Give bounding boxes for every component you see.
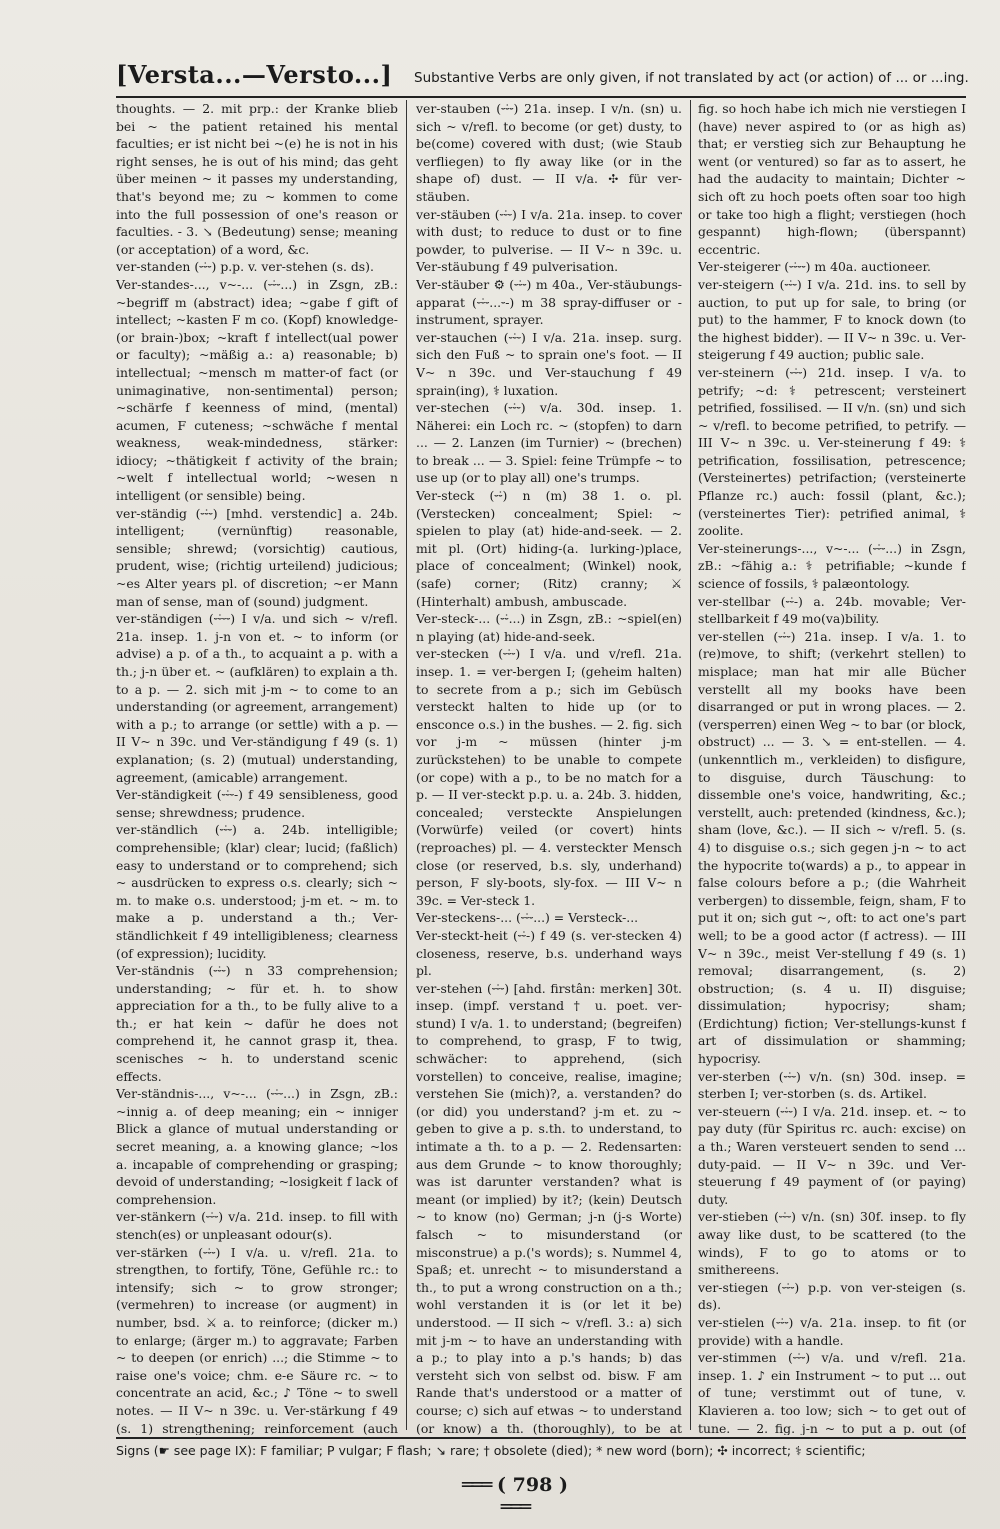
- entry: Ver-steckens-... (⏑⏑̇⏑...) = Versteck-...: [416, 910, 639, 926]
- entry: ver-stecken (⏑⏑̇⏑) I v/a. und v/refl. 21a. insep. 1. = ver-bergen I; (geheim halten) to secrete from a p.; sich im Gebüsch versteckt halten to hide up (or to ensconce o.s.) in the bushes. — 2. fig. sich vor j-m ~ müssen (hinter j-m zurückstehen) to be unable to compete (or cope) with a p., to be no match for a p. — II ver-steckt p.p. u. a. 24b. 3. hidden, concealed; versteckte Anspielungen (Vorwürfe) veiled (or covert) hints (reproaches) pl. — 4. versteckter Mensch close (or reserved, b.s. sly, underhand) person, F sly-boots, sly-fox. — III V~ n 39c. = Ver-steck 1.: [416, 646, 682, 908]
- column-divider: [690, 100, 691, 1430]
- entry: Ver-ständnis-..., v~-... (⏑⏑̇⏑...) in Zsgn, zB.: ~innig a. of deep meaning; ein ~ inniger Blick a glance of mutual understanding or secret meaning, a. a knowing glance; ~los a. incapable of comprehending or grasping; devoid of understanding; ~losigkeit f lack of comprehension.: [116, 1086, 398, 1207]
- page-number: 798: [512, 1474, 553, 1496]
- entry: ver-ständigen (⏑⏑̇⏑⏑) I v/a. und sich ~ v/refl. 21a. insep. 1. j-n von et. ~ to inform (or advise) a p. of a th., to acquaint a p. with a th.; j-n über et. ~ (aufklären) to explain a th. to a p. — 2. sich mit j-m ~ to come to an understanding (or agreement, arrangement) with a p.; to arrange (or settle) with a p. — II V~ n 39c. und Ver-ständigung f 49 (s. 1) explanation; (s. 2) (mutual) understanding, agreement, (amicable) arrangement.: [116, 611, 398, 785]
- entry: ver-stauchen (⏑⏑̇⏑) I v/a. 21a. insep. surg. sich den Fuß ~ to sprain one's foot. — II V~ n 39c. und Ver-stauchung f 49 sprain(ing), ⚕ luxation.: [416, 329, 682, 398]
- entry: ver-stehen (⏑⏑̇⏑) [ahd. firstân: merken] 30t. insep. (impf. verstand † u. poet. ver-stund) I v/a. 1. to understand; (begreifen) to comprehend, to grasp, F to twig, schwächer: to apprehend, (sich vorstellen) to conceive, realise, imagine; verstehen Sie (mich)?, a. verstanden? do (or did) you understand? j-m et. zu ~ geben to give a p. s.th. to understand, to intimate a th. to a p. — 2. Redensarten: aus dem Grunde ~ to know thoroughly; was ist darunter verstanden? what is meant (or implied) by it?; (kein) Deutsch ~ to know (no) German; j-n (j-s Worte) falsch ~ to misunderstand (or misconstrue) a p.('s words); s. Nummel 4, Spaß; et. unrecht ~ to misunderstand a th., to put a wrong construction on a th.; wohl verstanden it is (or let it be) understood. — II sich ~ v/refl. 3.: a) sich mit j-m ~ to have an understanding with a p.; to play into a p.'s hands; b) das versteht sich von selbst od. bisw. F am Rande that's understood or a matter of course; c) sich auf etwas ~ to understand (or know) a th. (thoroughly), to be at: [416, 980, 682, 1435]
- paren-open: (: [497, 1474, 507, 1496]
- column-3: [698, 100, 966, 1435]
- entry: ver-stänkern (⏑⏑̇⏑) v/a. 21d. insep. to fill with stench(es) or unpleasant odour(s).: [116, 1209, 398, 1242]
- entry: ver-stieben (⏑⏑̇⏑) v/n. (sn) 30f. insep. to fly away like dust, to be scattered (to the winds), F to go to atoms or to smithereens.: [698, 1209, 966, 1278]
- entry: Ver-steigerer (⏑⏑̇⏑⏑) m 40a. auctioneer.: [698, 259, 931, 275]
- entry: fig. so hoch habe ich mich nie verstiegen I (have) never aspired to (or as high as) that; er verstieg sich zur Behauptung he went (or ventured) so far as to assert, he had the audacity to maintain; Dichter ~ sich oft zu hoch poets often soar too high or take too high a flight; verstiegen (hoch gespannt) high-flown; (überspannt) eccentric.: [698, 101, 966, 257]
- entry: ver-steigern (⏑⏑̇⏑) I v/a. 21d. ins. to sell by auction, to put up for sale, to bring (or put) to the hammer, F to knock down (to the highest bidder). — II V~ n 39c. u. Ver-steigerung f 49 auction; public sale.: [698, 276, 966, 363]
- entry: thoughts. — 2. mit prp.: der Kranke blieb bei ~ the patient retained his mental faculties; er ist nicht bei ~(e) he is not in his right senses, he is out of his mind; das geht über meinen ~ it passes my understanding, that's beyond me; zu ~ kommen to come into the full possession of one's reason or faculties. - 3. ↘ (Bedeutung) sense; meaning (or acceptation) of a word, &c.: [116, 101, 398, 257]
- entry: Ver-steinerungs-..., v~-... (⏑⏑̇⏑...) in Zsgn, zB.: ~fähig a.: ⚕ petrifiable; ~kunde f science of fossils, ⚕ palæontology.: [698, 540, 966, 592]
- entry: ver-stechen (⏑⏑̇⏑) v/a. 30d. insep. 1. Näherei: ein Loch rc. ~ (stopfen) to darn ... — 2. Lanzen (im Turnier) ~ (brechen) to break ... — 3. Spiel: feine Trümpfe ~ to use up (or to play all) one's trumps.: [416, 400, 682, 486]
- page-header: [116, 58, 969, 98]
- entry: Ver-standes-..., v~-... (⏑⏑̇⏑...) in Zsgn, zB.: ~begriff m (abstract) idea; ~gabe f gift of intellect; ~kasten F m co. (Kopf) knowledge- (or brain-)box; ~kraft f intellect(ual power or faculty); ~mäßig a.: a) reasonable; b) intellectual; ~mensch m matter-of fact (or unimaginative, non-sentimental) person; ~schärfe f keenness of mind, (mental) acumen, F cuteness; ~schwäche f mental weakness, weak-mindedness, stärker: idiocy; ~thätigkeit f activity of the brain; ~welt f intellectual world; ~wesen n intelligent (or sensible) being.: [116, 276, 398, 504]
- running-head-note: Substantive Verbs are only given, if not translated by act (or action) of ... or ...ing.: [414, 70, 969, 86]
- entry: Ver-ständnis (⏑⏑̇⏑) n 33 comprehension; understanding; ~ für et. h. to show appreciation for a th., to be fully alive to a th.; er hat kein ~ dafür he does not comprehend it, he cannot grasp it, thea. scenisches ~ h. to understand scenic effects.: [116, 963, 398, 1084]
- entry: ver-stimmen (⏑⏑̇⏑) v/a. und v/refl. 21a. insep. 1. ♪ ein Instrument ~ to put ... out of tune; verstimmt out of tune, v. Klavieren a. too low; sich ~ to get out of tune. — 2. fig. j-n ~ to put a p. out (of: [698, 1350, 966, 1435]
- entry: ver-sterben (⏑⏑̇⏑) v/n. (sn) 30d. insep. = sterben I; ver-storben (s. ds. Artikel.: [698, 1068, 966, 1102]
- entry: Ver-steckt-heit (⏑⏑̇-) f 49 (s. ver-stecken 4) closeness, reserve, b.s. underhand ways pl.: [416, 927, 682, 979]
- entry: Ver-steck-... (⏑⏑̇...) in Zsgn, zB.: ~spiel(en) n playing (at) hide-and-seek.: [416, 611, 682, 644]
- decorative-bars-right: ═══: [500, 1496, 530, 1518]
- entry: Ver-ständigkeit (⏑⏑̇⏑-) f 49 sensibleness, good sense; shrewdness; prudence.: [116, 787, 398, 820]
- column-2: [416, 100, 682, 1435]
- entry: Ver-steck (⏑⏑̇) n (m) 38 1. o. pl. (Verstecken) concealment; Spiel: ~ spielen to play (at) hide-and-seek. — 2. mit pl. (Ort) hiding-(a. lurking-)place, place of concealment; (Winkel) nook, (safe) corner; (Ritz) cranny; ⚔ (Hinterhalt) ambush, ambuscade.: [416, 488, 682, 609]
- running-head-title: [Versta...—Versto...]: [116, 60, 393, 89]
- column-divider: [406, 100, 407, 1430]
- signs-legend: Signs (☛ see page IX): F familiar; P vulgar; F flash; ↘ rare; † obsolete (died); * new word (born); ✣ incorrect; ⚕ scientific;: [116, 1437, 966, 1465]
- entry: Ver-stäuber ⚙ (⏑⏑̇⏑) m 40a., Ver-stäubungs-apparat (⏑⏑̇⏑...⏑-) m 38 spray-diffuser or -instrument, sprayer.: [416, 276, 682, 328]
- entry: ver-stiegen (⏑⏑̇⏑) p.p. von ver-steigen (s. ds).: [698, 1279, 966, 1313]
- entry: ver-stellbar (⏑⏑̇-) a. 24b. movable; Ver-stellbarkeit f 49 mo(va)bility.: [698, 593, 966, 627]
- entry: ver-ständlich (⏑⏑̇⏑) a. 24b. intelligible; comprehensible; (klar) clear; lucid; (faßlich) easy to understand or to comprehend; sich ~ ausdrücken to express o.s. clearly; sich ~ m. to make o.s. understood; j-m et. ~ m. to make a p. understand a th.; Ver-ständlichkeit f 49 intelligibleness; clearness (of expression); lucidity.: [116, 822, 398, 961]
- entry: ver-stärken (⏑⏑̇⏑) I v/a. u. v/refl. 21a. to strengthen, to fortify, Töne, Gefühle rc.: to intensify; sich ~ to grow stronger; (vermehren) to increase (or augment) in number, bsd. ⚔ a. to reinforce; (dicker m.) to enlarge; (ärger m.) to aggravate; Farben ~ to deepen (or enrich) ...; die Stimme ~ to raise one's voice; chm. e-e Säure rc. ~ to concentrate an acid, &c.; ♪ Töne ~ to swell notes. — II V~ n 39c. u. Ver-stärkung f 49 (s. 1) strengthening; reinforcement (auch: [116, 1244, 398, 1435]
- column-1: [116, 100, 398, 1435]
- entry: ver-stäuben (⏑⏑̇⏑) I v/a. 21a. insep. to cover with dust; to reduce to dust or to fine powder, to pulverise. — II V~ n 39c. u. Ver-stäubung f 49 pulverisation.: [416, 206, 682, 275]
- entry: ver-standen (⏑⏑̇⏑) p.p. v. ver-stehen (s. ds).: [116, 259, 374, 275]
- entry: ver-stellen (⏑⏑̇⏑) 21a. insep. I v/a. 1. to (re)move, to shift; (verkehrt stellen) to misplace; man hat mir alle Bücher verstellt all my books have been disarranged or put in wrong places. — 2. (versperren) einen Weg ~ to bar (or block, obstruct) ... — 3. ↘ = ent-stellen. — 4. (unkenntlich m., verkleiden) to disfigure, to disguise, durch Täuschung: to dissemble one's voice, handwriting, &c.; verstellt, auch: pretended (kindness, &c.); sham (love, &c.). — II sich ~ v/refl. 5. (s. 4) to disguise o.s.; sich gegen j-n ~ to act the hypocrite to(wards) a p., to appear in false colours before a p.; (die Wahrheit verbergen) to dissemble, feign, sham, F to put it on; sich gut ~, oft: to act one's part well; to be a good actor (f actress). — III V~ n 39c., meist Ver-stellung f 49 (s. 1) removal; disarrangement, (s. 2) obstruction; (s. 4 u. II) disguise; dissimulation; hypocrisy; sham; (Erdichtung) fiction; Ver-stellungs-kunst f art of dissimulation or shamming; hypocrisy.: [698, 628, 966, 1067]
- entry: ver-stauben (⏑⏑̇⏑) 21a. insep. I v/n. (sn) u. sich ~ v/refl. to become (or get) dusty, to be(come) covered with dust; (wie Staub verfliegen) to fly away like (or in the shape of) dust. — II v/a. ✣ für ver-stäuben.: [416, 101, 682, 204]
- decorative-bars-left: ═══: [462, 1474, 491, 1496]
- entry: ver-stielen (⏑⏑̇⏑) v/a. 21a. insep. to fit (or provide) with a handle.: [698, 1314, 966, 1348]
- paren-close: ): [558, 1474, 568, 1496]
- entry: ver-ständig (⏑⏑̇⏑) [mhd. verstendic] a. 24b. intelligent; (vernünftig) reasonable, sensible; shrewd; (vorsichtig) cautious, prudent, wise; (richtig urteilend) judicious; ~es Alter years pl. of discretion; ~er Mann man of sense, man of (sound) judgment.: [116, 505, 398, 609]
- text-columns: [116, 100, 966, 1435]
- entry: ver-steinern (⏑⏑̇⏑) 21d. insep. I v/a. to petrify; ~d: ⚕ petrescent; versteinert petrified, fossilised. — II v/n. (sn) und sich ~ v/refl. to become petrified, to petrify. — III V~ n 39c. u. Ver-steinerung f 49: ⚕ petrification, fossilisation, petrescence; (Versteinertes) petrifaction; (versteinerte Pflanze rc.) auch: fossil (plant, &c.); (versteinertes Tier): petrified animal, ⚕ zoolite.: [698, 364, 966, 539]
- entry: ver-steuern (⏑⏑̇⏑) I v/a. 21d. insep. et. ~ to pay duty (für Spiritus rc. auch: excise) on a th.; Waren versteuert senden to send ... duty-paid. — II V~ n 39c. und Ver-steuerung f 49 payment of (or paying) duty.: [698, 1103, 966, 1207]
- page-number-block: [450, 1474, 580, 1518]
